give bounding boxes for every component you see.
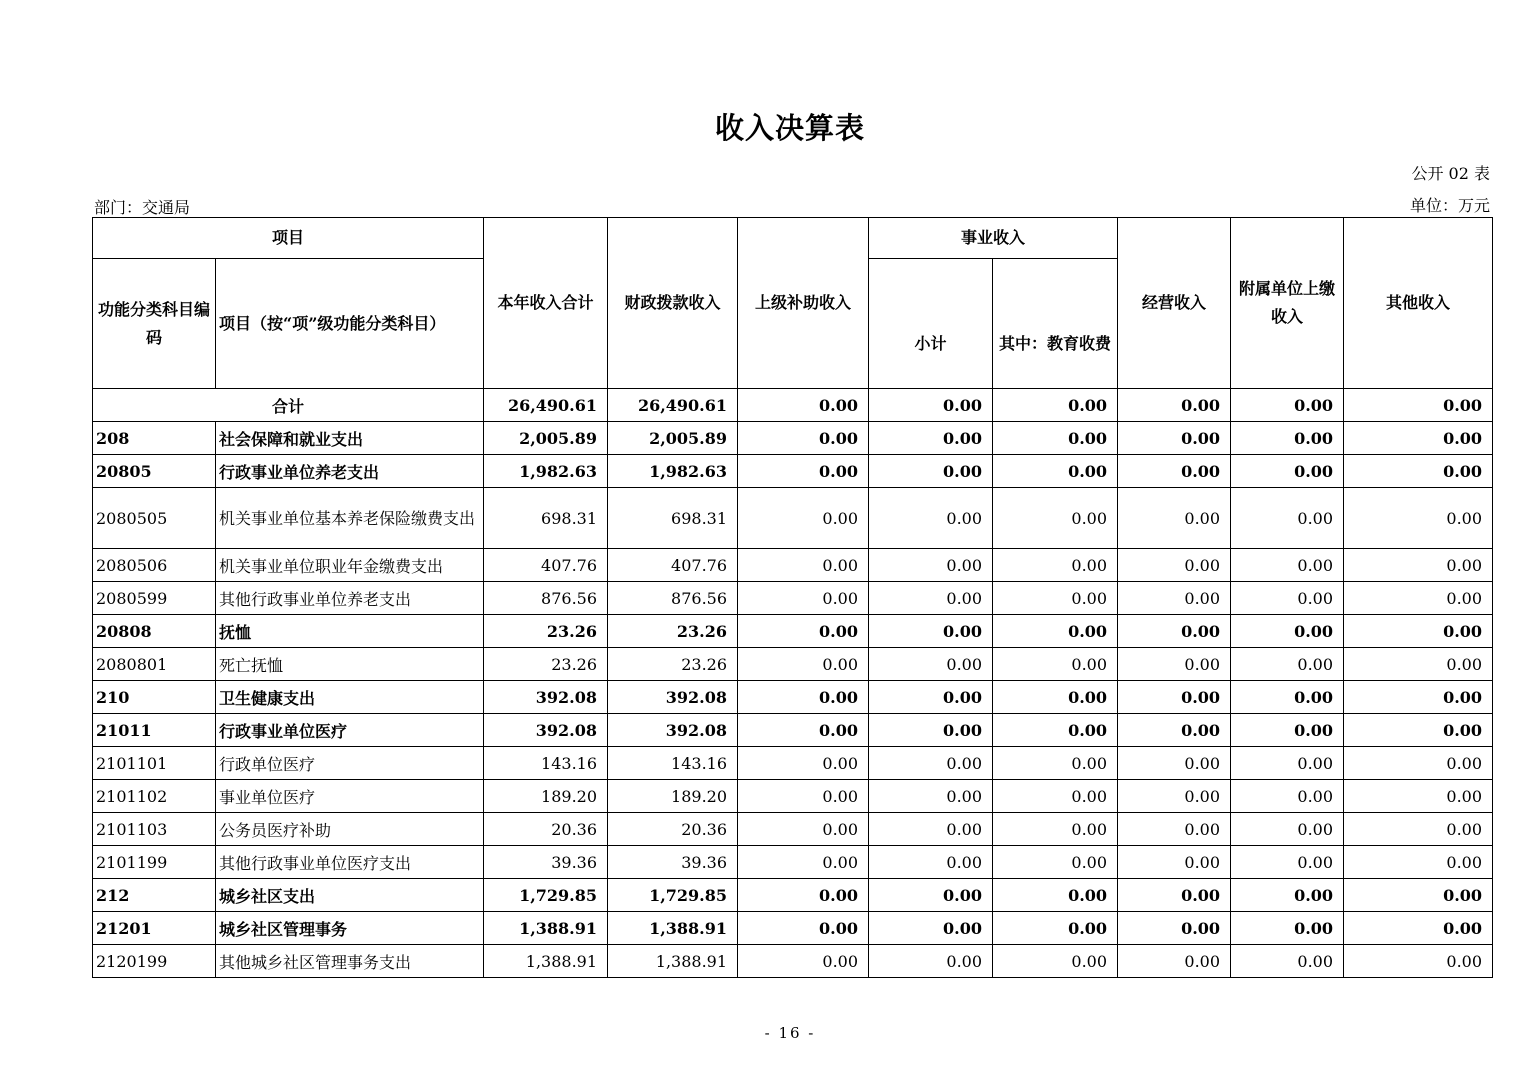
row-value: 876.56: [608, 582, 738, 615]
row-value: 0.00: [1231, 912, 1344, 945]
row-value: 0.00: [869, 582, 993, 615]
header-fiscal: 财政拨款收入: [608, 218, 738, 389]
table-row: [93, 681, 1493, 714]
row-value: 0.00: [738, 846, 869, 879]
row-value: 23.26: [608, 648, 738, 681]
row-value: 1,729.85: [608, 879, 738, 912]
total-value: 0.00: [738, 389, 869, 422]
total-value: 0.00: [993, 389, 1118, 422]
row-code: 2080506: [93, 549, 216, 582]
total-value: 26,490.61: [608, 389, 738, 422]
row-value: 1,388.91: [608, 945, 738, 978]
income-table: [92, 217, 1493, 978]
row-value: 0.00: [1231, 714, 1344, 747]
row-value: 0.00: [993, 681, 1118, 714]
row-code: 208: [93, 422, 216, 455]
row-value: 0.00: [1118, 582, 1231, 615]
row-value: 0.00: [993, 455, 1118, 488]
page-title: 收入决算表: [714, 111, 865, 145]
row-value: 392.08: [484, 714, 608, 747]
total-value: 0.00: [1344, 389, 1493, 422]
row-name: 公务员医疗补助: [216, 813, 484, 846]
row-value: 1,388.91: [608, 912, 738, 945]
row-value: 1,388.91: [484, 945, 608, 978]
row-value: 0.00: [1344, 549, 1493, 582]
page-number: - 16 -: [764, 1024, 816, 1042]
row-name: 死亡抚恤: [216, 648, 484, 681]
row-value: 0.00: [1118, 846, 1231, 879]
row-value: 0.00: [1118, 879, 1231, 912]
row-value: 0.00: [1231, 615, 1344, 648]
row-value: 0.00: [738, 813, 869, 846]
row-name: 城乡社区管理事务: [216, 912, 484, 945]
row-value: 1,729.85: [484, 879, 608, 912]
header-other: 其他收入: [1344, 218, 1493, 389]
row-code: 2101102: [93, 780, 216, 813]
row-code: 2101199: [93, 846, 216, 879]
row-code: 21011: [93, 714, 216, 747]
row-value: 0.00: [1344, 714, 1493, 747]
row-value: 0.00: [1231, 488, 1344, 549]
row-value: 0.00: [993, 813, 1118, 846]
table-code: 公开 02 表: [1411, 164, 1490, 183]
row-value: 0.00: [738, 455, 869, 488]
row-value: 0.00: [1344, 879, 1493, 912]
row-value: 0.00: [738, 912, 869, 945]
row-value: 0.00: [1118, 912, 1231, 945]
table-header: [93, 218, 1493, 389]
row-value: 0.00: [1231, 780, 1344, 813]
table-row: [93, 648, 1493, 681]
table-row: [93, 945, 1493, 978]
row-name: 卫生健康支出: [216, 681, 484, 714]
total-value: 0.00: [1231, 389, 1344, 422]
row-code: 20805: [93, 455, 216, 488]
table-row: [93, 879, 1493, 912]
row-value: 0.00: [1118, 813, 1231, 846]
row-name: 其他行政事业单位医疗支出: [216, 846, 484, 879]
row-value: 0.00: [869, 648, 993, 681]
row-value: 1,388.91: [484, 912, 608, 945]
department-label: 部门：交通局: [94, 198, 191, 217]
row-value: 2,005.89: [608, 422, 738, 455]
header-item: 项目: [93, 218, 484, 259]
table-row: [93, 912, 1493, 945]
row-value: 0.00: [738, 714, 869, 747]
row-name: 城乡社区支出: [216, 879, 484, 912]
row-value: 0.00: [1118, 747, 1231, 780]
row-code: 2080505: [93, 488, 216, 549]
total-value: 26,490.61: [484, 389, 608, 422]
row-value: 0.00: [1118, 488, 1231, 549]
row-value: 0.00: [993, 549, 1118, 582]
row-value: 407.76: [608, 549, 738, 582]
row-value: 0.00: [869, 488, 993, 549]
table-body: [93, 389, 1493, 978]
row-value: 0.00: [1344, 681, 1493, 714]
total-value: 0.00: [869, 389, 993, 422]
table-row: [93, 714, 1493, 747]
row-code: 212: [93, 879, 216, 912]
header-item-name: 项目（按“项”级功能分类科目）: [216, 259, 484, 389]
row-value: 0.00: [1118, 422, 1231, 455]
row-value: 0.00: [1231, 879, 1344, 912]
row-value: 0.00: [1118, 648, 1231, 681]
row-code: 2101101: [93, 747, 216, 780]
row-value: 39.36: [608, 846, 738, 879]
row-value: 0.00: [869, 813, 993, 846]
row-value: 0.00: [1231, 813, 1344, 846]
row-value: 0.00: [869, 455, 993, 488]
row-value: 0.00: [1344, 780, 1493, 813]
row-value: 0.00: [738, 879, 869, 912]
row-name: 机关事业单位基本养老保险缴费支出: [216, 488, 484, 549]
row-name: 行政事业单位医疗: [216, 714, 484, 747]
row-value: 0.00: [1344, 615, 1493, 648]
row-value: 0.00: [993, 945, 1118, 978]
row-value: 0.00: [738, 615, 869, 648]
total-label: 合计: [93, 389, 484, 422]
row-value: 0.00: [993, 846, 1118, 879]
row-value: 698.31: [608, 488, 738, 549]
row-name: 社会保障和就业支出: [216, 422, 484, 455]
row-value: 0.00: [869, 945, 993, 978]
unit-label: 单位：万元: [1409, 196, 1490, 215]
row-value: 0.00: [1231, 681, 1344, 714]
row-value: 0.00: [738, 780, 869, 813]
row-value: 0.00: [869, 615, 993, 648]
row-value: 0.00: [869, 714, 993, 747]
row-value: 0.00: [993, 582, 1118, 615]
row-code: 2080599: [93, 582, 216, 615]
header-education-fee: 其中：教育收费: [993, 259, 1118, 389]
row-value: 0.00: [738, 648, 869, 681]
row-value: 0.00: [869, 846, 993, 879]
table-row: [93, 549, 1493, 582]
row-name: 事业单位医疗: [216, 780, 484, 813]
row-value: 0.00: [1231, 582, 1344, 615]
row-name: 行政事业单位养老支出: [216, 455, 484, 488]
row-code: 21201: [93, 912, 216, 945]
table-row: [93, 747, 1493, 780]
row-value: 0.00: [1118, 549, 1231, 582]
row-code: 2120199: [93, 945, 216, 978]
table-row: [93, 615, 1493, 648]
header-affiliated: 附属单位上缴收入: [1231, 218, 1344, 389]
row-name: 行政单位医疗: [216, 747, 484, 780]
row-value: 143.16: [608, 747, 738, 780]
row-value: 0.00: [869, 912, 993, 945]
row-value: 0.00: [993, 912, 1118, 945]
row-value: 0.00: [1118, 780, 1231, 813]
row-value: 0.00: [1231, 455, 1344, 488]
row-value: 0.00: [1344, 422, 1493, 455]
row-value: 0.00: [1118, 615, 1231, 648]
row-value: 0.00: [1344, 945, 1493, 978]
row-value: 392.08: [608, 714, 738, 747]
row-value: 0.00: [1118, 945, 1231, 978]
row-value: 0.00: [1344, 488, 1493, 549]
row-value: 0.00: [1231, 648, 1344, 681]
row-value: 392.08: [484, 681, 608, 714]
row-value: 189.20: [608, 780, 738, 813]
row-value: 0.00: [1231, 422, 1344, 455]
row-code: 20808: [93, 615, 216, 648]
row-code: 2101103: [93, 813, 216, 846]
row-value: 698.31: [484, 488, 608, 549]
row-value: 0.00: [993, 780, 1118, 813]
row-value: 189.20: [484, 780, 608, 813]
table-row: [93, 780, 1493, 813]
row-value: 23.26: [484, 648, 608, 681]
row-name: 抚恤: [216, 615, 484, 648]
row-value: 876.56: [484, 582, 608, 615]
row-code: 2080801: [93, 648, 216, 681]
row-value: 0.00: [993, 615, 1118, 648]
row-value: 1,982.63: [484, 455, 608, 488]
row-value: 0.00: [869, 747, 993, 780]
row-value: 0.00: [993, 422, 1118, 455]
row-value: 407.76: [484, 549, 608, 582]
header-business-group: 事业收入: [869, 218, 1118, 259]
row-value: 0.00: [738, 945, 869, 978]
row-value: 0.00: [869, 681, 993, 714]
row-value: 0.00: [869, 780, 993, 813]
row-value: 0.00: [869, 422, 993, 455]
row-value: 0.00: [738, 747, 869, 780]
total-value: 0.00: [1118, 389, 1231, 422]
row-value: 0.00: [1344, 582, 1493, 615]
row-value: 20.36: [484, 813, 608, 846]
row-value: 0.00: [738, 488, 869, 549]
row-value: 0.00: [1344, 648, 1493, 681]
row-value: 0.00: [738, 681, 869, 714]
row-value: 2,005.89: [484, 422, 608, 455]
header-operating: 经营收入: [1118, 218, 1231, 389]
row-value: 392.08: [608, 681, 738, 714]
row-name: 其他行政事业单位养老支出: [216, 582, 484, 615]
row-value: 0.00: [1344, 747, 1493, 780]
table-row: [93, 488, 1493, 549]
row-value: 0.00: [1118, 681, 1231, 714]
header-func-code: 功能分类科目编码: [93, 259, 216, 389]
row-value: 143.16: [484, 747, 608, 780]
row-value: 1,982.63: [608, 455, 738, 488]
row-value: 0.00: [993, 488, 1118, 549]
row-value: 0.00: [738, 549, 869, 582]
row-value: 0.00: [1344, 912, 1493, 945]
table-row: [93, 813, 1493, 846]
row-value: 0.00: [993, 747, 1118, 780]
header-superior: 上级补助收入: [738, 218, 869, 389]
row-value: 0.00: [1118, 714, 1231, 747]
row-name: 机关事业单位职业年金缴费支出: [216, 549, 484, 582]
row-value: 0.00: [1344, 846, 1493, 879]
row-value: 0.00: [993, 648, 1118, 681]
row-name: 其他城乡社区管理事务支出: [216, 945, 484, 978]
row-value: 20.36: [608, 813, 738, 846]
table-row: [93, 455, 1493, 488]
table-row: [93, 846, 1493, 879]
row-value: 39.36: [484, 846, 608, 879]
row-value: 0.00: [1231, 549, 1344, 582]
row-value: 0.00: [1231, 747, 1344, 780]
row-value: 0.00: [869, 549, 993, 582]
table-row: [93, 582, 1493, 615]
row-code: 210: [93, 681, 216, 714]
row-value: 23.26: [608, 615, 738, 648]
row-value: 23.26: [484, 615, 608, 648]
row-value: 0.00: [993, 714, 1118, 747]
total-row: [93, 389, 1493, 422]
row-value: 0.00: [1344, 455, 1493, 488]
row-value: 0.00: [1344, 813, 1493, 846]
row-value: 0.00: [1231, 945, 1344, 978]
header-total-income: 本年收入合计: [484, 218, 608, 389]
table-row: [93, 422, 1493, 455]
row-value: 0.00: [869, 879, 993, 912]
row-value: 0.00: [738, 422, 869, 455]
header-subtotal: 小计: [869, 259, 993, 389]
row-value: 0.00: [1118, 455, 1231, 488]
row-value: 0.00: [993, 879, 1118, 912]
row-value: 0.00: [738, 582, 869, 615]
row-value: 0.00: [1231, 846, 1344, 879]
